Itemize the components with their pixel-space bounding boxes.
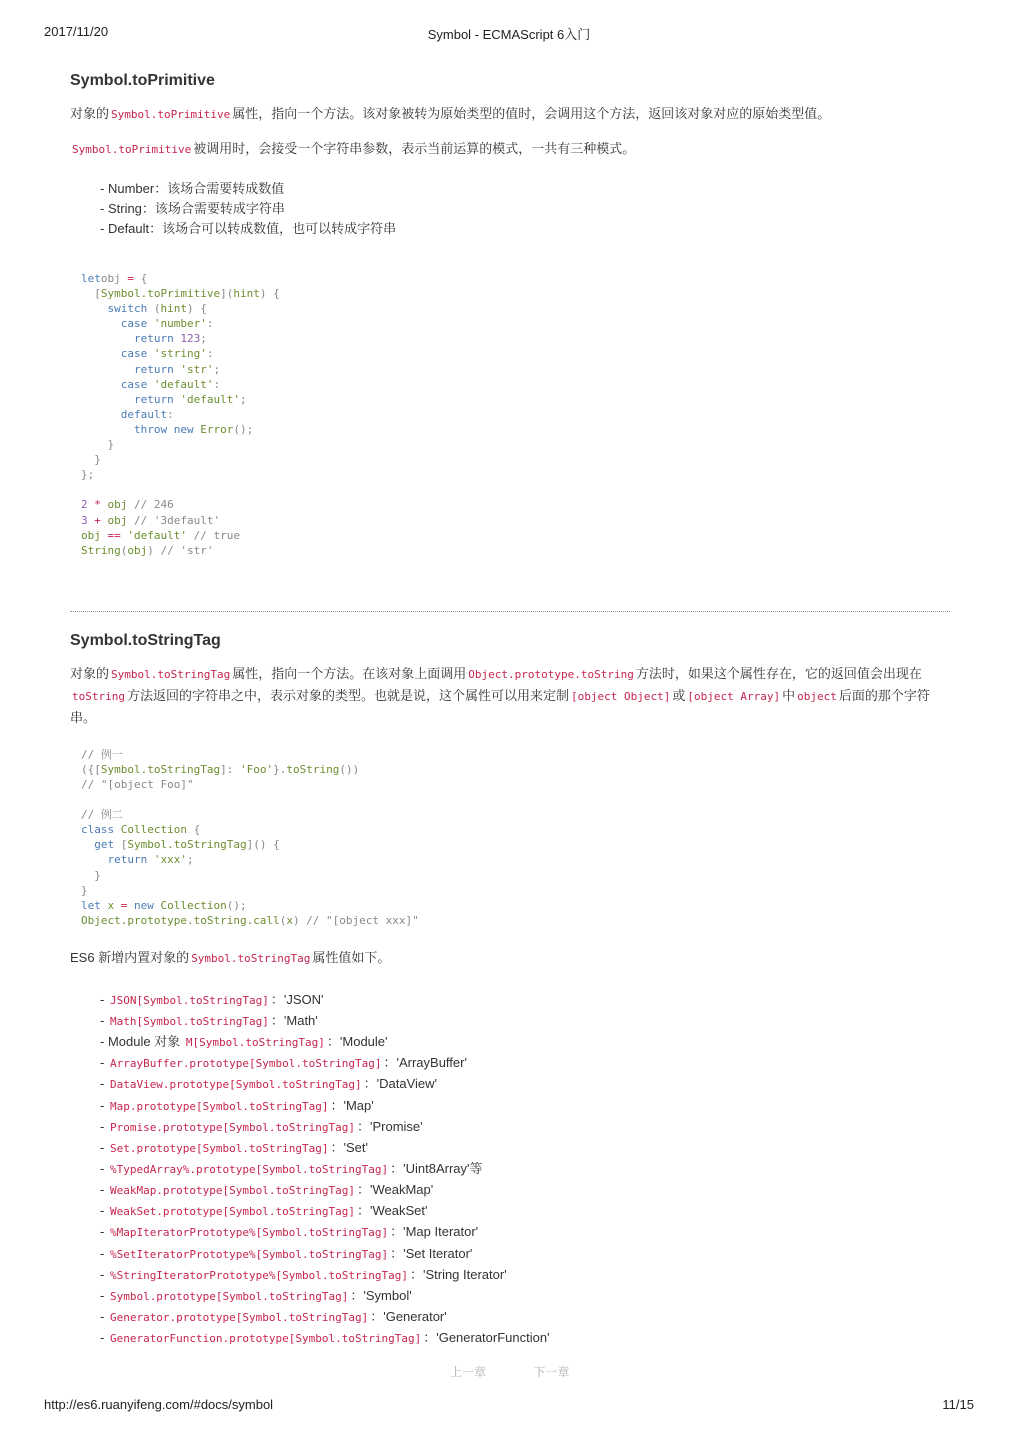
code-token: // "[object Foo]" [81, 777, 194, 791]
code-token: return [81, 362, 174, 376]
text-segment: 被调用时，会接受一个字符串参数，表示当前运算的模式，一共有三种模式。 [193, 141, 636, 156]
text-segment: 对象的 [70, 665, 110, 681]
code-token: obj [81, 528, 101, 542]
text-segment: ：'DataView' [363, 1076, 437, 1092]
list-item [100, 1285, 950, 1306]
code-token: : [167, 407, 174, 421]
code-token: ) { [186, 302, 207, 316]
code-token: ]( [220, 287, 234, 301]
code-token: obj [100, 498, 128, 512]
inline-code: Set.prototype[Symbol.toStringTag] [109, 1141, 329, 1155]
inline-code: GeneratorFunction.prototype[Symbol.toStringTag] [109, 1332, 422, 1346]
inline-code: [object Object] [571, 689, 671, 703]
section-heading-tostringtag: Symbol.toStringTag [70, 631, 221, 649]
list-item [100, 1327, 950, 1348]
list-item [100, 1116, 950, 1137]
code-token: ]() { [246, 838, 280, 852]
page-number: 11/15 [942, 1397, 974, 1412]
text-segment: ：'Module' [326, 1034, 388, 1050]
inline-code: DataView.prototype[Symbol.toStringTag] [109, 1078, 362, 1092]
code-token: x [100, 898, 115, 912]
list-item: - Default：该场合可以转成数值，也可以转成字符串 [100, 219, 950, 239]
code-token: let [81, 898, 101, 912]
toprimitive-paragraph-2 [70, 138, 950, 160]
inline-code: %SetIteratorPrototype%[Symbol.toStringTag] [109, 1247, 389, 1261]
code-token: // '3default' [127, 513, 221, 527]
list-item [100, 1010, 950, 1031]
text-segment: ES6 新增内置对象的 [70, 949, 190, 965]
code-token: toString [286, 762, 340, 776]
code-token: 'default' [173, 392, 240, 406]
list-item [100, 989, 950, 1010]
code-token: ({[ [81, 762, 101, 776]
inline-code: Symbol.prototype[Symbol.toStringTag] [109, 1289, 349, 1303]
code-token: } [81, 453, 101, 467]
code-token: x [286, 913, 293, 927]
inline-code: %TypedArray%.prototype[Symbol.toStringTag] [109, 1163, 389, 1177]
list-item [100, 1158, 950, 1179]
code-token: 'number' [147, 317, 207, 331]
text-segment: ：'Math' [270, 1013, 318, 1029]
inline-code: WeakMap.prototype[Symbol.toStringTag] [109, 1184, 355, 1198]
list-item [100, 1306, 950, 1327]
code-token: (); [233, 422, 254, 436]
code-token: obj [100, 272, 121, 285]
code-token: switch [81, 302, 148, 316]
code-token: { [134, 272, 148, 285]
list-item: - String：该场合需要转成字符串 [100, 199, 950, 219]
text-segment: ：'Map' [330, 1097, 374, 1113]
code-token: new [127, 898, 154, 912]
code-token: 'default' [147, 377, 214, 391]
code-token: : [206, 347, 214, 361]
code-token: : [206, 317, 214, 331]
section-divider [70, 611, 950, 612]
code-block-toprimitive [70, 271, 950, 558]
text-segment: ：'Promise' [357, 1118, 423, 1134]
code-token: (); [226, 898, 247, 912]
text-segment: 对象的 [70, 106, 110, 121]
code-token: case [81, 347, 148, 361]
code-token: 3 [81, 513, 88, 527]
list-item [100, 1137, 950, 1158]
chapter-nav [450, 1363, 613, 1380]
print-title: Symbol - ECMAScript 6入门 [427, 27, 591, 42]
tostringtag-list [70, 989, 950, 1348]
inline-code: Symbol.toPrimitive [72, 143, 192, 156]
code-token: return [81, 853, 148, 867]
inline-code: toString [72, 689, 125, 703]
code-token: Symbol.toStringTag [100, 762, 221, 776]
inline-code: WeakSet.prototype[Symbol.toStringTag] [109, 1205, 355, 1219]
code-token: Object.prototype.toString.call [81, 913, 280, 927]
code-token: + [87, 513, 101, 527]
code-token: } [81, 438, 115, 452]
code-token: == [100, 528, 121, 542]
code-token: Symbol.toPrimitive [100, 287, 221, 301]
inline-code: M[Symbol.toStringTag] [185, 1036, 325, 1050]
tostringtag-paragraph-2 [70, 947, 950, 969]
code-token: hint [160, 302, 187, 316]
inline-code: %StringIteratorPrototype%[Symbol.toStringTag] [109, 1268, 408, 1282]
text-segment: 属性，指向一个方法。在该对象上面调用 [232, 665, 467, 681]
text-segment: 方法时，如果这个属性存在，它的返回值会出现在 [635, 665, 922, 681]
list-item [100, 1221, 950, 1242]
text-segment: 方法返回的字符串之中，表示对象的类型。也就是说，这个属性可以用来定制 [126, 687, 569, 703]
code-token: obj [100, 513, 128, 527]
code-token: ( [147, 302, 161, 316]
code-token: 2 [81, 498, 88, 512]
list-item: - Number：该场合需要转成数值 [100, 179, 950, 199]
code-token: Symbol.toStringTag [127, 838, 247, 852]
list-item [100, 1264, 950, 1285]
code-token: 'xxx' [147, 853, 187, 867]
code-token: Collection [153, 898, 227, 912]
code-token: case [81, 377, 148, 391]
text-segment: ：'Symbol' [350, 1287, 412, 1303]
code-token: ) [147, 543, 154, 557]
inline-code: [object Array] [687, 689, 781, 703]
list-item [100, 1031, 950, 1052]
print-header [44, 24, 974, 42]
code-token: [ [114, 838, 128, 852]
code-token: ; [239, 392, 247, 406]
code-token: // 'str' [153, 543, 214, 557]
list-item [100, 1073, 950, 1094]
code-token: return [81, 332, 174, 346]
code-token: = [120, 272, 134, 285]
code-token: // true [186, 528, 240, 542]
code-token: } [81, 883, 88, 897]
code-token: let [81, 272, 101, 285]
code-token: ) [292, 913, 300, 927]
code-token: hint [233, 287, 260, 301]
text-segment: ：'Set Iterator' [390, 1245, 473, 1261]
text-segment: ：'Set' [330, 1139, 368, 1155]
code-token: : [213, 377, 221, 391]
text-segment: ：'ArrayBuffer' [383, 1055, 467, 1071]
code-token: return [81, 392, 174, 406]
text-segment: ：'Uint8Array'等 [390, 1161, 483, 1177]
inline-code: Promise.prototype[Symbol.toStringTag] [109, 1120, 355, 1134]
code-token: } [81, 868, 101, 882]
text-segment: ：'Generator' [370, 1309, 447, 1325]
print-date: 2017/11/20 [44, 24, 109, 39]
code-token: ( [120, 543, 128, 557]
code-token: 'default' [120, 528, 187, 542]
text-segment: ：'WeakMap' [357, 1182, 434, 1198]
code-token: throw [81, 422, 168, 436]
code-token: { [186, 823, 201, 837]
code-token: }; [81, 468, 95, 482]
mode-list [70, 179, 950, 239]
code-token: new [167, 422, 194, 436]
inline-code: Symbol.toStringTag [191, 951, 311, 965]
code-token: ; [186, 853, 194, 867]
inline-code: %MapIteratorPrototype%[Symbol.toStringTag] [109, 1226, 389, 1240]
next-chapter-link[interactable]: 下一章 [533, 1365, 570, 1379]
code-token: // 例一 [81, 747, 123, 761]
code-token: class [81, 823, 115, 837]
code-token: // "[object xxx]" [299, 913, 419, 927]
text-segment: ：'JSON' [270, 991, 324, 1007]
code-token: // 例二 [81, 808, 123, 822]
inline-code: Symbol.toStringTag [111, 667, 231, 681]
code-token: * [87, 498, 101, 512]
list-item [100, 1179, 950, 1200]
code-token: ]: [220, 762, 240, 776]
code-token: 'Foo' [239, 762, 274, 776]
code-token: default [81, 407, 168, 421]
inline-code: Math[Symbol.toStringTag] [109, 1015, 269, 1029]
list-item [100, 1200, 950, 1221]
text-segment: Module 对象 [107, 1034, 181, 1050]
code-token: 123 [173, 332, 201, 346]
code-token: String [81, 543, 121, 557]
code-token: Error [193, 422, 234, 436]
code-token: ; [213, 362, 221, 376]
inline-code: Generator.prototype[Symbol.toStringTag] [109, 1311, 369, 1325]
code-token: // 246 [127, 498, 174, 512]
text-segment: ：'Map Iterator' [390, 1224, 479, 1240]
code-token: case [81, 317, 148, 331]
code-token: ()) [339, 762, 360, 776]
text-segment: 后面的那个字符串。 [70, 687, 930, 725]
text-segment: 属性值如下。 [312, 949, 391, 965]
text-segment: ：'String Iterator' [409, 1266, 507, 1282]
code-token: ; [200, 332, 207, 346]
code-token: Collection [114, 823, 187, 837]
list-item [100, 1052, 950, 1073]
code-token: obj [127, 543, 148, 557]
inline-code: JSON[Symbol.toStringTag] [109, 993, 269, 1007]
inline-code: Map.prototype[Symbol.toStringTag] [109, 1099, 329, 1113]
print-url: http://es6.ruanyifeng.com/#docs/symbol [44, 1397, 274, 1412]
inline-code: ArrayBuffer.prototype[Symbol.toStringTag] [109, 1057, 382, 1071]
code-token: = [114, 898, 128, 912]
inline-code: Symbol.toPrimitive [111, 108, 231, 121]
section-heading-toprimitive: Symbol.toPrimitive [70, 72, 215, 89]
text-segment: ：'WeakSet' [357, 1203, 428, 1219]
text-segment: 中 [782, 687, 796, 703]
text-segment: 或 [672, 687, 686, 703]
toprimitive-paragraph-1 [70, 103, 950, 125]
code-token: get [81, 838, 115, 852]
article-content [70, 60, 950, 1348]
list-item [100, 1243, 950, 1264]
list-item [100, 1095, 950, 1116]
inline-code: Object.prototype.toString [468, 667, 634, 681]
code-token: 'string' [147, 347, 207, 361]
code-token: [ [81, 287, 101, 301]
text-segment: ：'GeneratorFunction' [423, 1330, 550, 1346]
code-token: }. [273, 762, 287, 776]
prev-chapter-link[interactable]: 上一章 [450, 1365, 487, 1379]
code-block-tostringtag [70, 747, 950, 928]
code-token: ) { [259, 287, 280, 301]
code-token: 'str' [173, 362, 214, 376]
text-segment: 属性，指向一个方法。该对象被转为原始类型的值时，会调用这个方法，返回该对象对应的原始类型值。 [232, 106, 831, 121]
tostringtag-paragraph-1 [70, 663, 950, 728]
code-token: ( [279, 913, 287, 927]
inline-code: object [797, 689, 837, 703]
